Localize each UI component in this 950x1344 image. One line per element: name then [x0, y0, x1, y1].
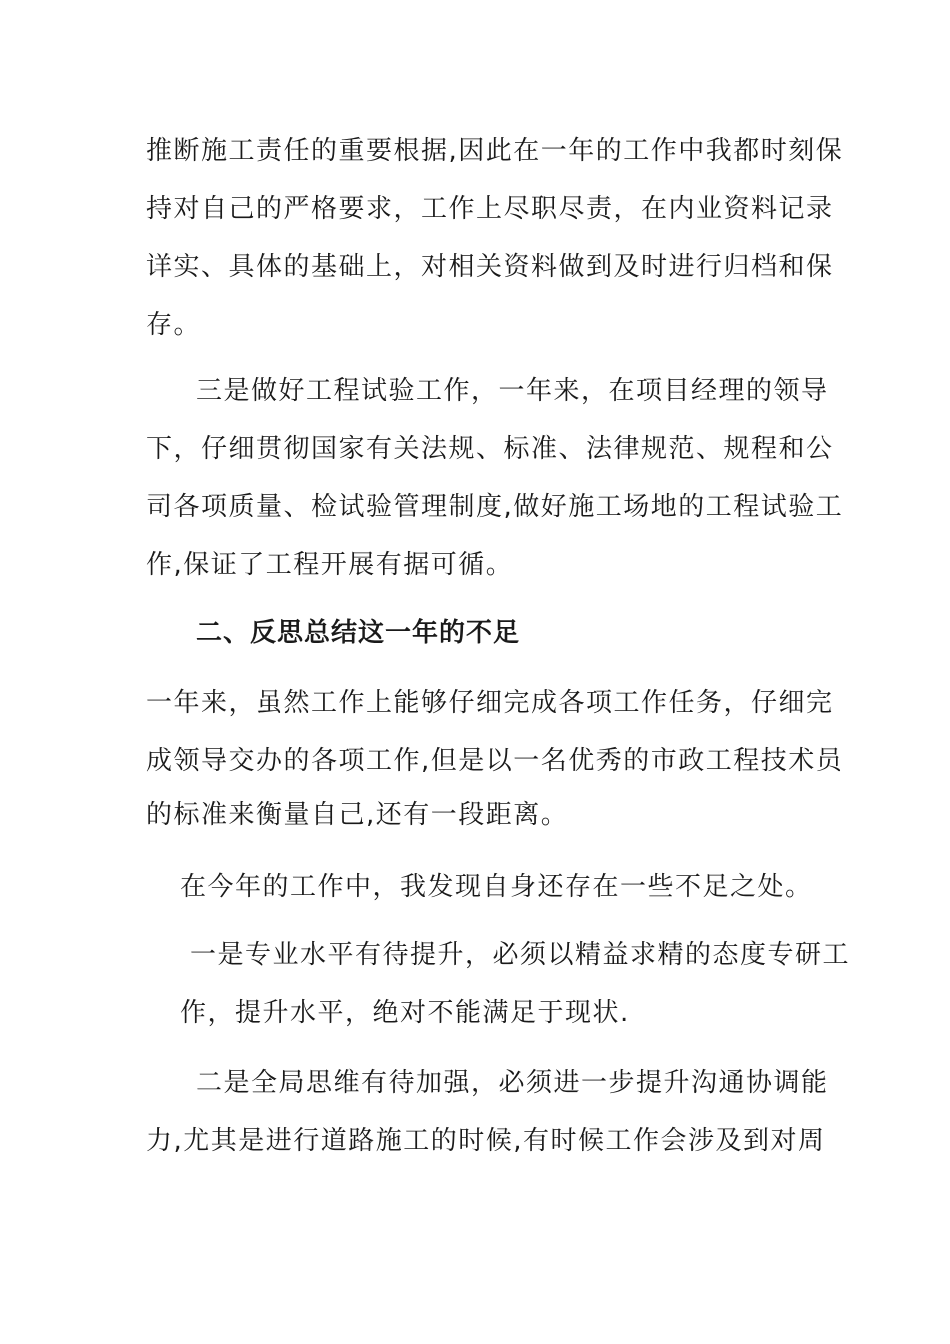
paragraph-2-line-3: 司各项质量、检试验管理制度,做好施工场地的工程试验工: [146, 492, 844, 522]
paragraph-5-line-2: 作，提升水平，绝对不能满足于现状.: [180, 998, 630, 1028]
paragraph-2-line-1: 三是做好工程试验工作，一年来，在项目经理的领导: [196, 376, 829, 406]
paragraph-3-line-1: 一年来，虽然工作上能够仔细完成各项工作任务，仔细完: [146, 688, 834, 718]
paragraph-4-line-1: 在今年的工作中，我发现自身还存在一些不足之处。: [180, 872, 813, 902]
paragraph-6-line-2: 力,尤其是进行道路施工的时候,有时候工作会涉及到对周: [146, 1126, 826, 1156]
paragraph-1-line-2: 持对自己的严格要求，工作上尽职尽责，在内业资料记录: [146, 194, 834, 224]
section-heading: 二、反思总结这一年的不足: [196, 618, 521, 648]
paragraph-1-line-3: 详实、具体的基础上，对相关资料做到及时进行归档和保: [146, 252, 834, 282]
paragraph-1-line-1: 推断施工责任的重要根据,因此在一年的工作中我都时刻保: [146, 136, 844, 166]
paragraph-1-line-4: 存。: [146, 310, 202, 340]
paragraph-2-line-4: 作,保证了工程开展有据可循。: [146, 550, 514, 580]
paragraph-3-line-2: 成领导交办的各项工作,但是以一名优秀的市政工程技术员: [146, 746, 844, 776]
paragraph-5-line-1: 一是专业水平有待提升，必须以精益求精的态度专研工: [190, 940, 851, 970]
paragraph-3-line-3: 的标准来衡量自己,还有一段距离。: [146, 800, 569, 830]
paragraph-6-line-1: 二是全局思维有待加强，必须进一步提升沟通协调能: [196, 1068, 829, 1098]
paragraph-2-line-2: 下，仔细贯彻国家有关法规、标准、法律规范、规程和公: [146, 434, 834, 464]
